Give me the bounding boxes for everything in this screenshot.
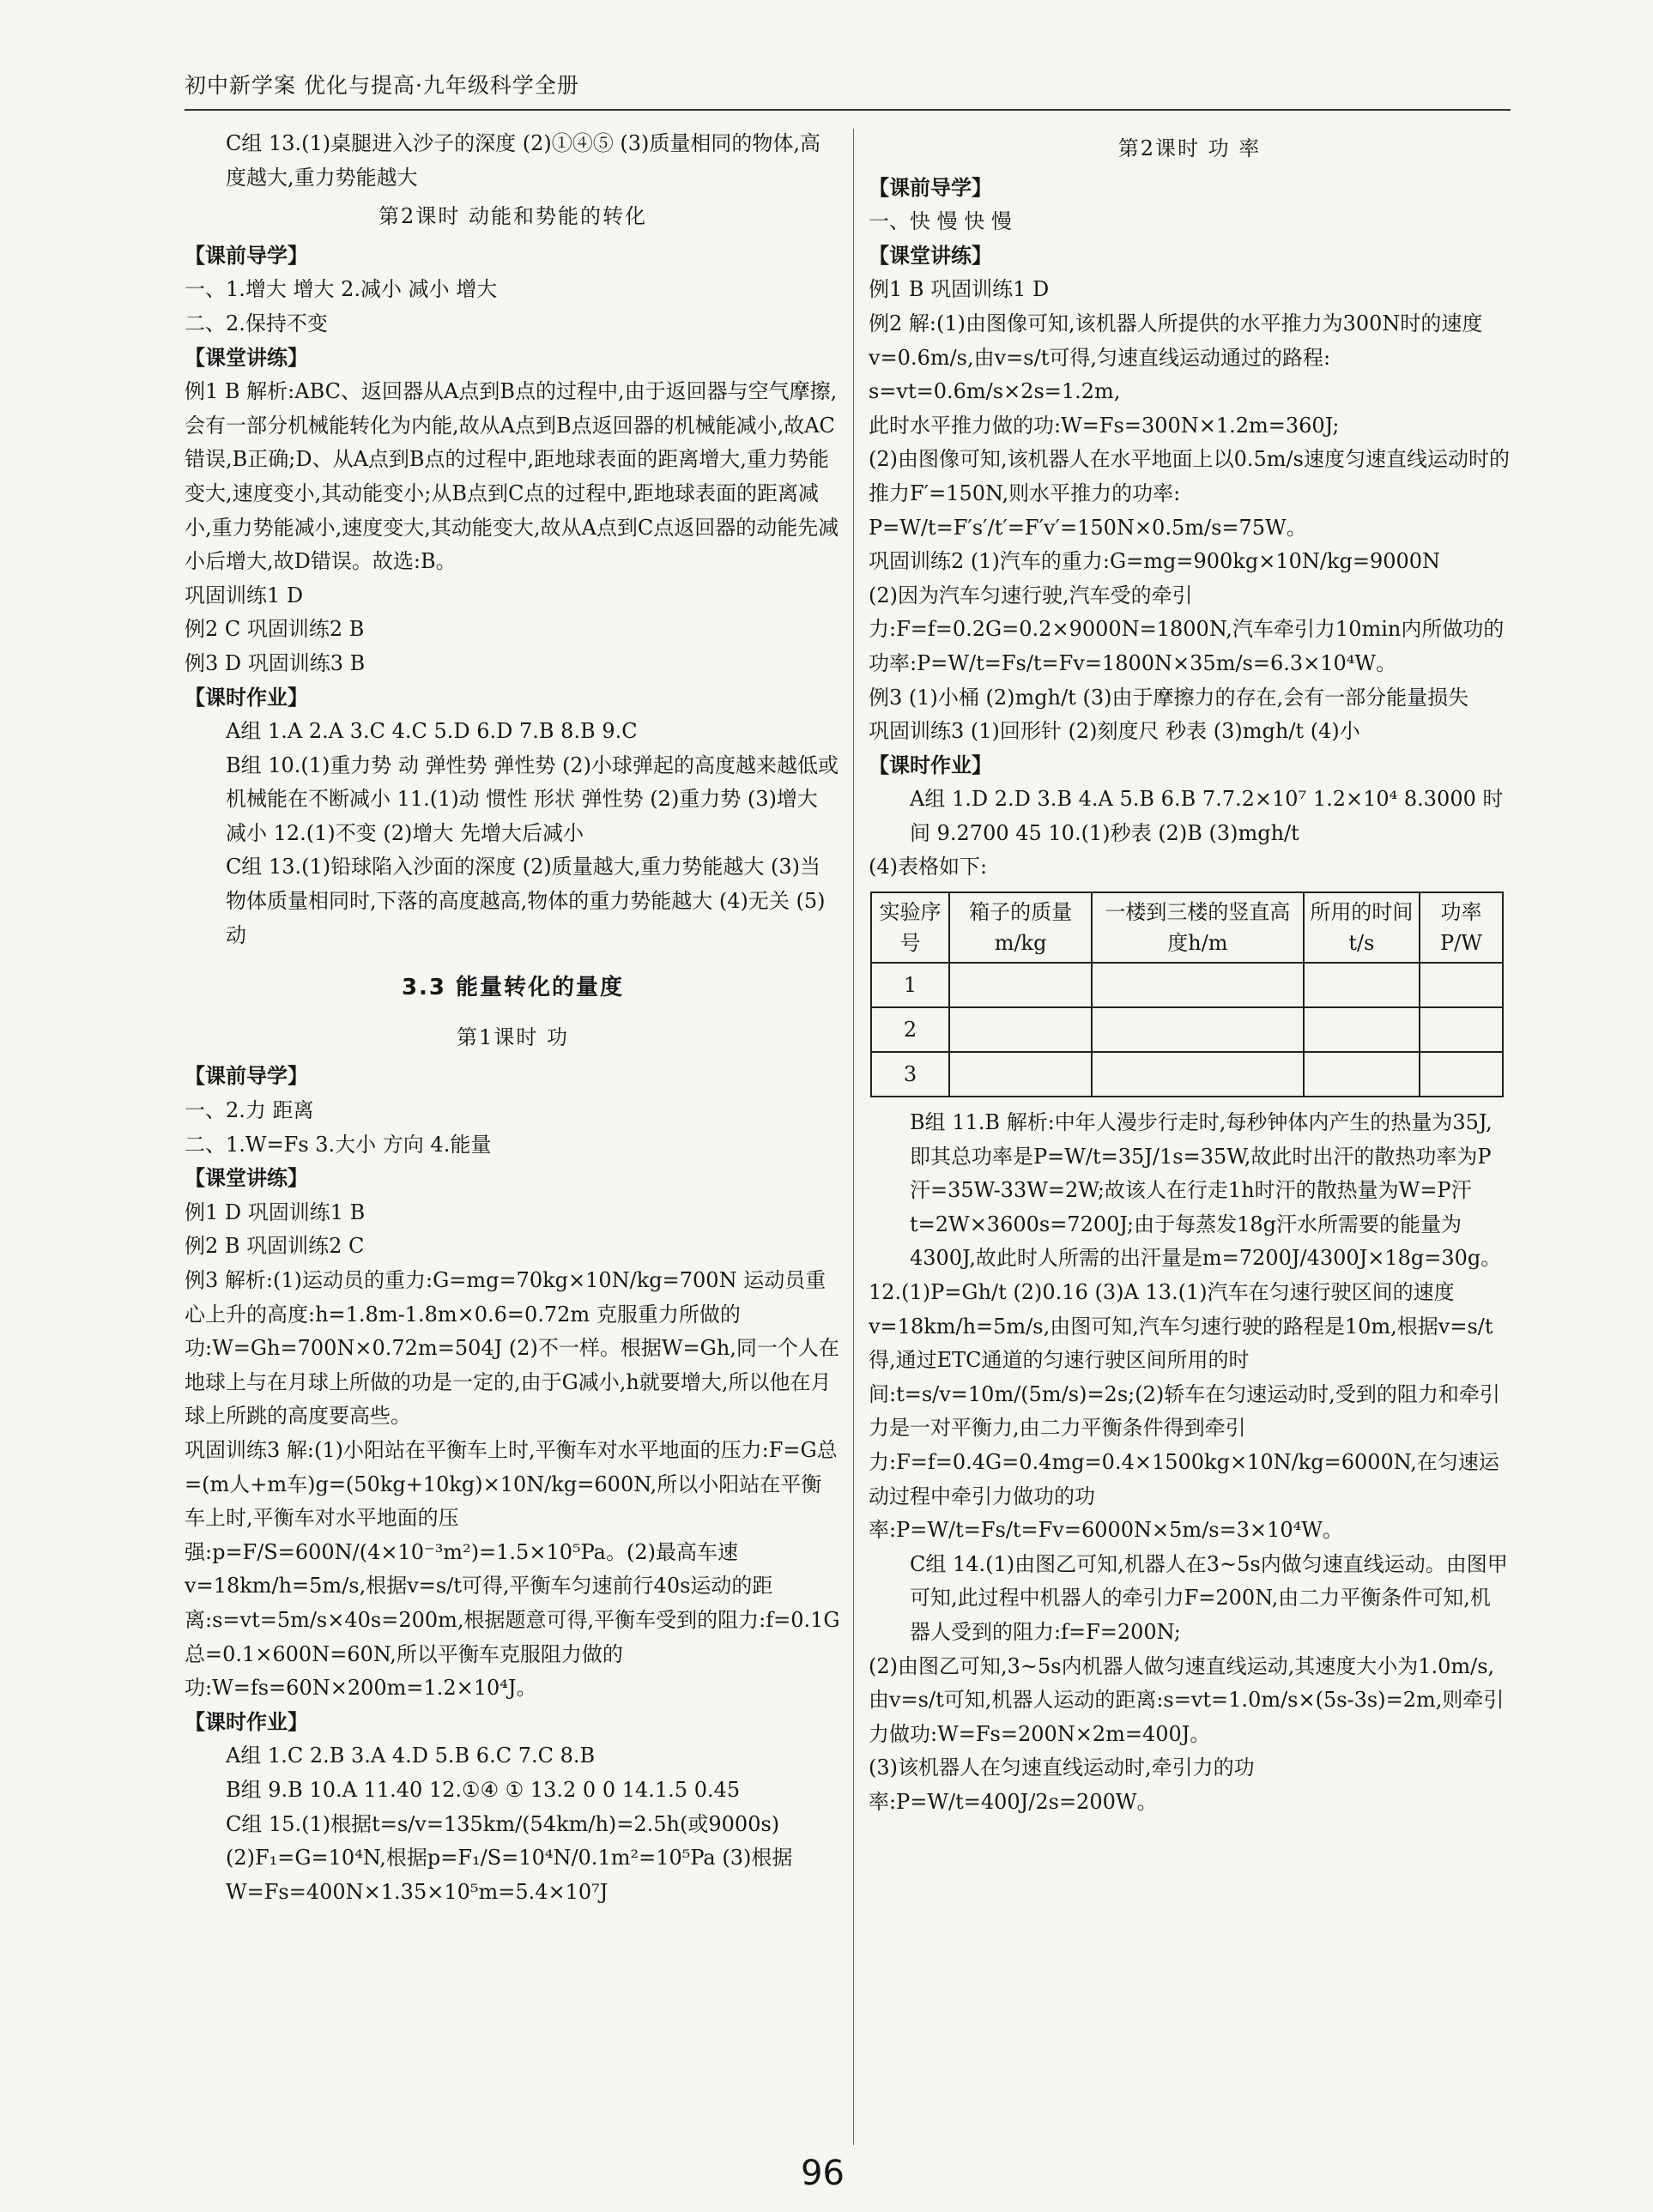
section-heading: 【课前导学】 [185,243,308,268]
section-heading: 【课时作业】 [185,685,308,710]
answer-line: 巩固训练3 解:(1)小阳站在平衡车上时,平衡车对水平地面的压力:F=G总=(m人+m车)g=(50kg+10kg)×10N/kg=600N,所以小阳站在平衡车上时,平衡车对水平地面的压强:p=F/S=600N/(4×10⁻³m²)=1.5×10⁵Pa。(2)最高车速v=18km/h=5m/s,根据v=s/t可得,平衡车匀速前行40s运动的距离:s=vt=5m/s×40s=200m,根据题意可得,平衡车受到的阻力:f=0.1G总=0.1×600N=60N,所以平衡车克服阻力做的功:W=fs=60N×200m=1.2×10⁴J。 [185,1437,840,1701]
answer-line: 例1 D 巩固训练1 B [185,1200,366,1224]
section-heading: 【课堂讲练】 [185,345,308,370]
answer-line: 此时水平推力做的功:W=Fs=300N×1.2m=360J; [869,413,1340,438]
table-cell [1092,963,1304,1007]
answer-line: (4)表格如下: [869,855,988,879]
answer-line: 巩固训练2 (1)汽车的重力:G=mg=900kg×10N/kg=9000N [869,549,1441,574]
table-row [871,1052,1503,1097]
answer-group: C组 13.(1)铅球陷入沙面的深度 (2)质量越大,重力势能越大 (3)当物体质量相同时,下落的高度越高,物体的重力势能越大 (4)无关 (5)动 [226,855,826,947]
answer-line: 二、2.保持不变 [185,311,328,335]
table-cell [1304,1007,1420,1052]
right-column-bottom [869,1106,1511,1819]
answer-line: 例1 B 解析:ABC、返回器从A点到B点的过程中,由于返回器与空气摩擦,会有一部分机械能转化为内能,故从A点到B点返回器的机械能减小,故AC错误,B正确;D、从A点到B点的过程中,距地球表面的距离增大,重力势能变大,速度变小,其动能变小;从B点到C点的过程中,距地球表面的距离减小,重力势能减小,速度变大,其动能变大,故从A点到C点返回器的动能先减小后增大,故D错误。故选:B。 [185,379,839,574]
section-heading: 【课前导学】 [869,175,992,200]
answer-line: 例1 B 巩固训练1 D [869,277,1050,302]
answer-group: A组 1.D 2.D 3.B 4.A 5.B 6.B 7.7.2×10⁷ 1.2×10⁴ 8.3000 时间 9.2700 45 10.(1)秒表 (2)B (3)mgh/t [910,787,1504,845]
table-header-cell: 实验序号 [871,892,949,963]
answer-line: 二、1.W=Fs 3.大小 方向 4.能量 [185,1132,492,1157]
answer-group: C组 15.(1)根据t=s/v=135km/(54km/h)=2.5h(或9000s) (2)F₁=G=10⁴N,根据p=F₁/S=10⁴N/0.1m²=10⁵Pa (3)根据W=Fs=400N×1.35×10⁵m=5.4×10⁷J [226,1811,793,1904]
answer-line: 例2 解:(1)由图像可知,该机器人所提供的水平推力为300N时的速度v=0.6m/s,由v=s/t可得,匀速直线运动通过的路程: [869,311,1483,370]
table-cell [949,1052,1092,1097]
table-header-cell: 一楼到三楼的竖直高度h/m [1092,892,1304,963]
table-header-cell: 所用的时间t/s [1304,892,1420,963]
table-cell: 3 [871,1052,949,1097]
answer-line: s=vt=0.6m/s×2s=1.2m, [869,379,1121,404]
header-rule [185,109,1511,111]
record-table [870,891,1504,1097]
page-number: 96 [801,2154,845,2193]
right-column [869,127,1511,1820]
answer-group: B组 10.(1)重力势 动 弹性势 弹性势 (2)小球弹起的高度越来越低或机械能在不断减小 11.(1)动 惯性 形状 弹性势 (2)重力势 (3)增大 减小 12.(1)不变 (2)增大 先增大后减小 [226,752,839,845]
answer-line: 例3 (1)小桶 (2)mgh/t (3)由于摩擦力的存在,会有一部分能量损失 [869,685,1469,710]
section-heading: 【课堂讲练】 [869,243,992,268]
table-header-cell: 功率P/W [1420,892,1503,963]
section-heading: 【课前导学】 [185,1064,308,1089]
table-cell [1304,963,1420,1007]
table-cell [1420,1007,1503,1052]
answer-line: 12.(1)P=Gh/t (2)0.16 (3)A 13.(1)汽车在匀速行驶区间的速度v=18km/h=5m/s,由图可知,汽车匀速行驶的路程是10m,根据v=s/t得,通过ETC通道的匀速行驶区间所用的时间:t=s/v=10m/(5m/s)=2s;(2)轿车在匀速运动时,受到的阻力和牵引力是一对平衡力,由二力平衡条件得到牵引力:F=f=0.4G=0.4mg=0.4×1500kg×10N/kg=6000N,在匀速运动过程中牵引力做功的功率:P=W/t=Fs/t=Fv=6000N×5m/s=3×10⁴W。 [869,1280,1500,1543]
table-cell [1092,1007,1304,1052]
right-column-top [869,132,1511,885]
answer-line: (2)由图乙可知,3~5s内机器人做匀速直线运动,其速度大小为1.0m/s,由v=s/t可知,机器人运动的距离:s=vt=1.0m/s×(5s-3s)=2m,则牵引力做功:W=Fs=200N×2m=400J。 [869,1653,1505,1746]
table-row [871,1007,1503,1052]
table-header-cell: 箱子的质量m/kg [949,892,1092,963]
section-heading: 【课时作业】 [185,1709,308,1734]
answer-line: 一、2.力 距离 [185,1098,314,1123]
answer-line: 一、快 慢 快 慢 [869,209,1012,234]
answer-group: C组 13.(1)桌腿进入沙子的深度 (2)①④⑤ (3)质量相同的物体,高度越大,重力势能越大 [226,131,821,190]
left-column [185,127,841,1909]
answer-line: 巩固训练3 (1)回形针 (2)刻度尺 秒表 (3)mgh/t (4)小 [869,719,1360,744]
answer-group: B组 9.B 10.A 11.40 12.①④ ① 13.2 0 0 14.1.5 0.45 [226,1777,741,1802]
lesson-title: 第2课时 动能和势能的转化 [378,204,647,229]
answer-line: (2)由图像可知,该机器人在水平地面上以0.5m/s速度匀速直线运动时的推力F′=150N,则水平推力的功率: [869,447,1510,505]
answer-group: A组 1.A 2.A 3.C 4.C 5.D 6.D 7.B 8.B 9.C [226,719,638,744]
chapter-title: 3.3 能量转化的量度 [401,975,625,1001]
answer-group: A组 1.C 2.B 3.A 4.D 5.B 6.C 7.C 8.B [226,1744,596,1768]
table-row [871,963,1503,1007]
table-header-row [871,892,1503,963]
answer-group: C组 14.(1)由图乙可知,机器人在3~5s内做匀速直线运动。由图甲可知,此过程中机器人的牵引力F=200N,由二力平衡条件可知,机器人受到的阻力:f=F=200N; [910,1551,1508,1644]
answer-line: 巩固训练1 D [185,583,304,607]
answer-line: 例3 解析:(1)运动员的重力:G=mg=70kg×10N/kg=700N 运动员重心上升的高度:h=1.8m-1.8m×0.6=0.72m 克服重力所做的功:W=Gh=700N×0.72m=504J (2)不一样。根据W=Gh,同一个人在地球上与在月球上所做的功是一定的,由于G减小,h就要增大,所以他在月球上所跳的高度要高些。 [185,1268,839,1429]
answer-line: 例2 B 巩固训练2 C [185,1234,365,1259]
table-cell [1420,963,1503,1007]
table-cell: 2 [871,1007,949,1052]
lesson-title: 第1课时 功 [457,1024,569,1049]
answer-line: P=W/t=F′s′/t′=F′v′=150N×0.5m/s=75W。 [869,515,1307,540]
table-cell [1304,1052,1420,1097]
answer-line: (2)因为汽车匀速行驶,汽车受的牵引力:F=f=0.2G=0.2×9000N=1800N,汽车牵引力10min内所做功的功率:P=W/t=Fs/t=Fv=1800N×35m/s=6.3×10⁴W。 [869,583,1505,675]
table-cell [949,1007,1092,1052]
table-cell [1092,1052,1304,1097]
answer-line: 例2 C 巩固训练2 B [185,617,365,642]
lesson-title: 第2课时 功 率 [1117,136,1262,160]
table-cell [1420,1052,1503,1097]
answer-line: 一、1.增大 增大 2.减小 减小 增大 [185,277,498,302]
table-cell [949,963,1092,1007]
answer-line: 例3 D 巩固训练3 B [185,650,366,675]
page-header: 初中新学案 优化与提高·九年级科学全册 [185,73,579,98]
table-cell: 1 [871,963,949,1007]
answer-line: (3)该机器人在匀速直线运动时,牵引力的功率:P=W/t=400J/2s=200W。 [869,1756,1255,1814]
section-heading: 【课堂讲练】 [185,1166,308,1191]
column-divider [853,129,854,2145]
section-heading: 【课时作业】 [869,752,992,777]
answer-group: B组 11.B 解析:中年人漫步行走时,每秒钟体内产生的热量为35J,即其总功率是P=W/t=35J/1s=35W,故此时出汗的散热功率为P汗=35W-33W=2W;故该人在行走1h时汗的散热量为W=P汗t=2W×3600s=7200J;由于每蒸发18g汗水所需要的能量为4300J,故此时人所需的出汗量是m=7200J/4300J×18g=30g。 [910,1110,1502,1271]
